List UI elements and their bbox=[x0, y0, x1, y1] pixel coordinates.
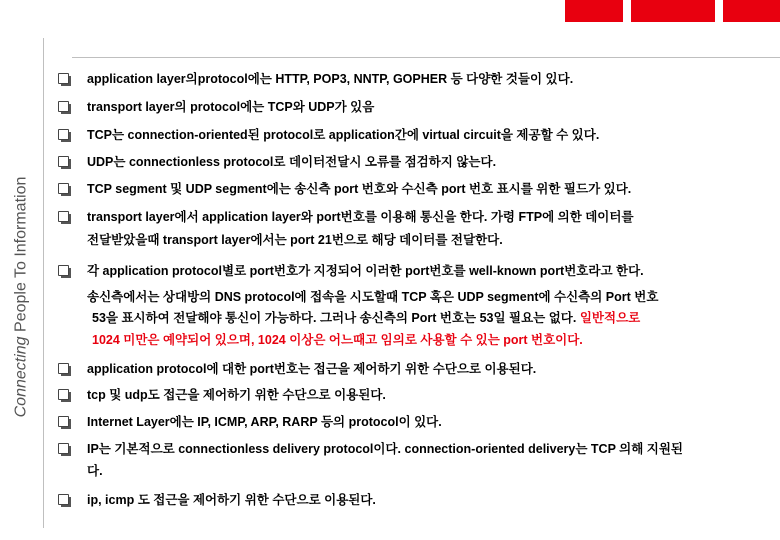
bullet-text: TCP segment 및 UDP segment에는 송신측 port 번호와 수신측 port 번호 표시를 위한 필드가 있다. bbox=[87, 182, 632, 196]
bullet-text-cont: 전달받았을때 transport layer에서는 port 21번으로 해당 데이터를 전달한다. bbox=[87, 233, 503, 247]
bullet-icon bbox=[58, 73, 69, 84]
bullet-text-cont: 다. bbox=[87, 464, 103, 478]
horizontal-rule bbox=[72, 57, 780, 58]
logo-block bbox=[723, 0, 780, 22]
bullet-icon bbox=[58, 363, 69, 374]
vertical-rule bbox=[43, 38, 44, 528]
bullet-icon bbox=[58, 101, 69, 112]
bullet-text: application protocol에 대한 port번호는 접근을 제어하기 위한 수단으로 이용된다. bbox=[87, 362, 537, 376]
bullet-icon bbox=[58, 443, 69, 454]
bullet-icon bbox=[58, 211, 69, 222]
bullet-text: 각 application protocol별로 port번호가 지정되어 이러한 port번호를 well-known port번호라고 한다. bbox=[87, 264, 644, 278]
bullet-text-cont: 송신측에서는 상대방의 DNS protocol에 접속을 시도할때 TCP 혹은 UDP segment에 수신측의 Port 번호 bbox=[87, 290, 659, 304]
logo-block bbox=[631, 0, 715, 22]
bullet-icon bbox=[58, 129, 69, 140]
bullet-text-cont bbox=[92, 310, 640, 326]
bullet-text: transport layer의 protocol에는 TCP와 UDP가 있음 bbox=[87, 100, 375, 114]
bullet-icon bbox=[58, 265, 69, 276]
tagline-rest: People To Information bbox=[12, 176, 30, 332]
bullet-text: transport layer에서 application layer와 port번호를 이용해 통신을 한다. 가령 FTP에 의한 데이터를 bbox=[87, 210, 634, 224]
bullet-text-cont-red: 1024 미만은 예약되어 있으며, 1024 이상은 어느때고 임의로 사용할 수 있는 port 번호이다. bbox=[92, 333, 583, 347]
bullet-text-part: 53을 표시하여 전달해야 통신이 가능하다. 그러나 송신측의 Port 번호는 53일 필요는 없다. bbox=[92, 311, 580, 325]
bullet-text: application layer의protocol에는 HTTP, POP3, NNTP, GOPHER 등 다양한 것들이 있다. bbox=[87, 72, 574, 86]
bullet-icon bbox=[58, 156, 69, 167]
bullet-text: ip, icmp 도 접근을 제어하기 위한 수단으로 이용된다. bbox=[87, 493, 376, 507]
bullet-icon bbox=[58, 494, 69, 505]
bullet-text: UDP는 connectionless protocol로 데이터전달시 오류를 점검하지 않는다. bbox=[87, 155, 497, 169]
bullet-text: tcp 및 udp도 접근을 제어하기 위한 수단으로 이용된다. bbox=[87, 388, 386, 402]
bullet-text: TCP는 connection-oriented된 protocol로 application간에 virtual circuit을 제공할 수 있다. bbox=[87, 128, 600, 142]
bullet-icon bbox=[58, 183, 69, 194]
bullet-icon bbox=[58, 416, 69, 427]
bullet-text-red: 일반적으로 bbox=[579, 311, 641, 325]
bullet-text: Internet Layer에는 IP, ICMP, ARP, RARP 등의 protocol이 있다. bbox=[87, 415, 442, 429]
tagline-italic: Connecting bbox=[12, 336, 30, 418]
bullet-text: IP는 기본적으로 connectionless delivery protocol이다. connection-oriented delivery는 TCP 의해 지원된 bbox=[87, 442, 684, 456]
logo-block bbox=[565, 0, 623, 22]
brand-logo bbox=[565, 0, 780, 22]
bullet-icon bbox=[58, 389, 69, 400]
side-tagline bbox=[6, 62, 36, 532]
